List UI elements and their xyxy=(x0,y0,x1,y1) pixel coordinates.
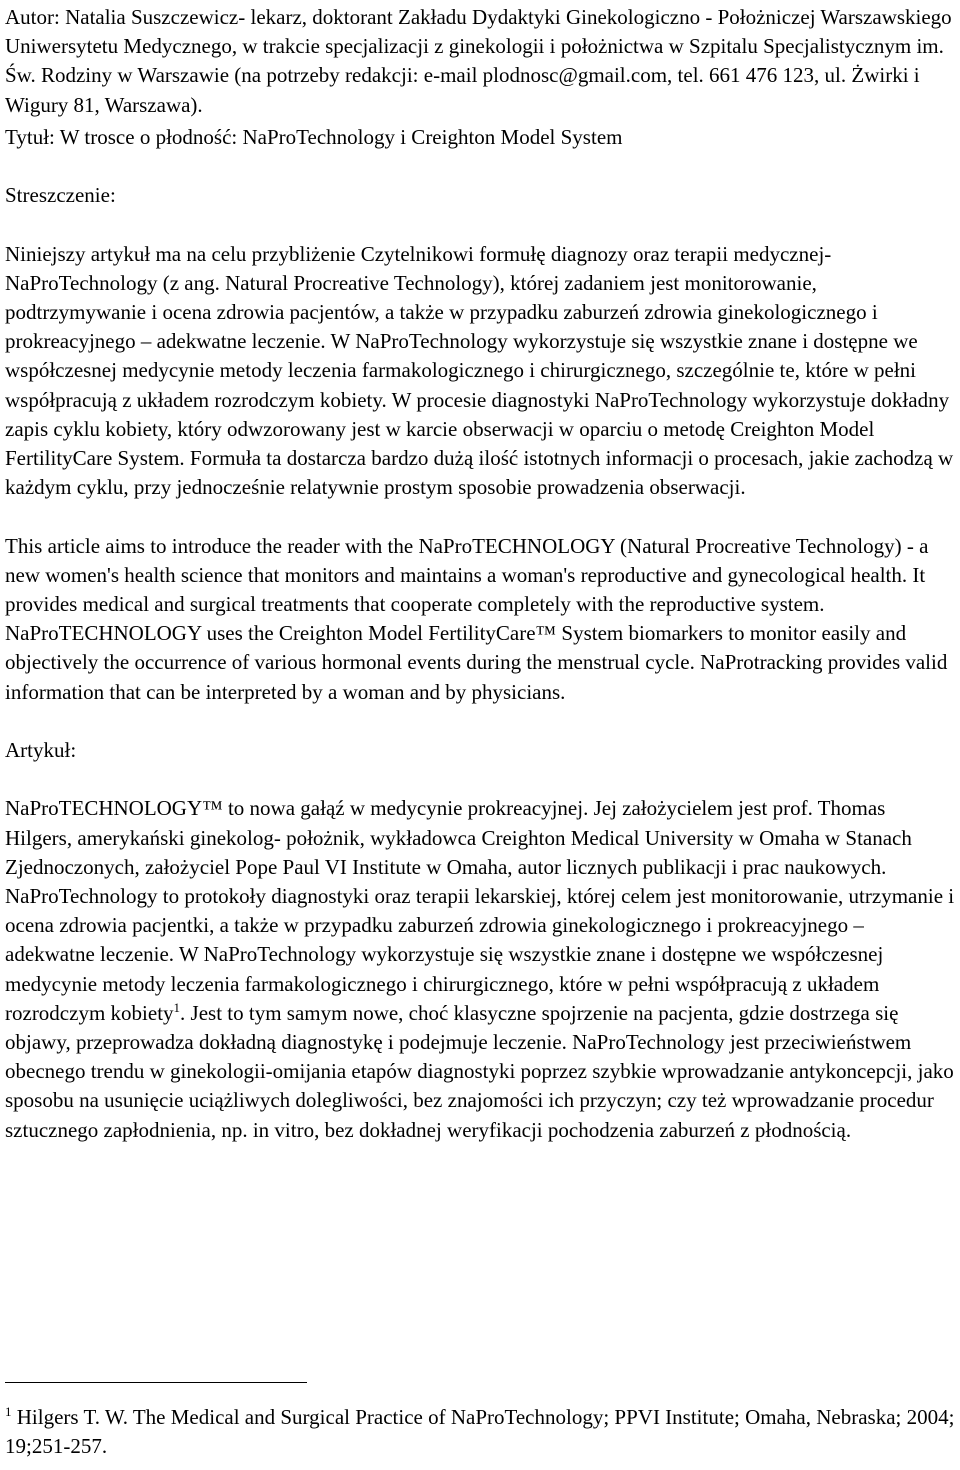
footnote-reference[interactable]: 1 xyxy=(173,999,181,1015)
article-body-part1: NaProTECHNOLOGY™ to nowa gałąź w medycynie prokreacyjnej. Jej założycielem jest prof. Thomas Hilgers, amerykański ginekolog- położnik, wykładowca Creighton Medical University w Omaha w Stanach Zjednoczonych, założyciel Pope Paul VI Institute w Omaha, autor licznych publikacji i prac naukowych. NaProTechnology to protokoły diagnostyki oraz terapii lekarskiej, której celem jest monitorowanie, utrzymanie i ocena zdrowia pacjentki, a także w przypadku zaburzeń zdrowia ginekologicznego i prokreacyjnego – adekwatne leczenie. W NaProTechnology wykorzystuje się wszystkie znane i dostępne we współczesnej medycynie metody leczenia farmakologicznego i chirurgicznego, które w pełni współpracują z układem rozrodczym kobiety xyxy=(5,796,955,1025)
abstract-heading: Streszczenie: xyxy=(5,183,116,208)
abstract-english: This article aims to introduce the reader with the NaProTECHNOLOGY (Natural Procreative Technology) - a new women's health science that monitors and maintains a woman's reproductive and gynecological health. It provides medical and surgical treatments that cooperate completely with the reproductive system. NaProTECHNOLOGY uses the Creighton Model FertilityCare™ System biomarkers to monitor easily and objectively the occurrence of various hormonal events during the menstrual cycle. NaProtracking provides valid information that can be interpreted by a woman and by physicians. xyxy=(5,533,948,704)
footnote-item xyxy=(5,1403,955,1461)
article-body-part2: . Jest to tym samym nowe, choć klasyczne spojrzenie na pacjenta, gdzie dostrzega się objawy, przeprowadza dokładną diagnostykę i podejmuje leczenie. NaProTechnology jest przeciwieństwem obecnego trendu w ginekologii-omijania etapów diagnostyki poprzez szybkie wprowadzanie antykoncepcji, jako sposobu na usunięcie uciążliwych dolegliwości, bez znajomości ich przyczyn; czy też wprowadzanie procedur sztucznego zapłodnienia, np. in vitro, bez dokładnej weryfikacji pochodzenia zaburzeń z płodnością. xyxy=(5,1000,954,1142)
footnotes-section xyxy=(5,1403,955,1461)
footnote-separator xyxy=(5,1382,307,1383)
article-title: Tytuł: W trosce o płodność: NaProTechnology i Creighton Model System xyxy=(5,124,623,149)
abstract-polish: Niniejszy artykuł ma na celu przybliżenie Czytelnikowi formułę diagnozy oraz terapii medycznej- NaProTechnology (z ang. Natural Procreative Technology), której zadaniem jest monitorowanie, podtrzymywanie i ocena zdrowia pacjentów, a także w przypadku zaburzeń zdrowia ginekologicznego i prokreacyjnego – adekwatne leczenie. W NaProTechnology wykorzystuje się wszystkie znane i dostępne we współczesnej medycynie metody leczenia farmakologicznego i chirurgicznego, szczególnie te, które w pełni współpracują z układem rozrodczym kobiety. W procesie diagnostyki NaProTechnology wykorzystuje dokładny zapis cyklu kobiety, który odwzorowany jest w karcie obserwacji w oparciu o metodę Creighton Model FertilityCare System. Formuła ta dostarcza bardzo dużą ilość istotnych informacji o procesach, jakie zachodzą w każdym cyklu, przy jednocześnie relatywnie prostym sposobie prowadzenia obserwacji. xyxy=(5,241,954,500)
document-page xyxy=(5,3,957,1145)
author-info: Autor: Natalia Suszczewicz- lekarz, doktorant Zakładu Dydaktyki Ginekologiczno - Położniczej Warszawskiego Uniwersytetu Medycznego, w trakcie specjalizacji z ginekologii i położnictwa w Szpitalu Specjalistycznym im. Św. Rodziny w Warszawie (na potrzeby redakcji: e-mail plodnosc@gmail.com, tel. 661 476 123, ul. Żwirki i Wigury 81, Warszawa). xyxy=(5,5,952,117)
article-body xyxy=(5,794,957,1144)
footnote-number: 1 xyxy=(5,1404,12,1419)
article-heading: Artykuł: xyxy=(5,738,77,763)
footnote-text: Hilgers T. W. The Medical and Surgical Practice of NaProTechnology; PPVI Institute; Omaha, Nebraska; 2004; 19;251-257. xyxy=(5,1405,955,1458)
